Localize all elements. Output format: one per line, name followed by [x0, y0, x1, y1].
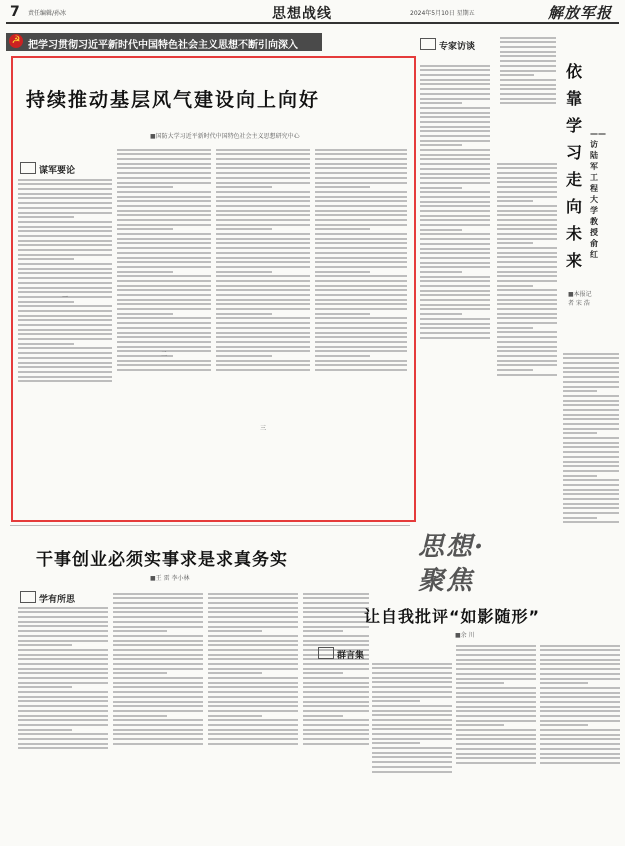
text-filler [113, 593, 203, 745]
lead-body-col-1 [18, 176, 112, 506]
interview-body-col-3 [563, 350, 619, 630]
column-logo-icon [318, 647, 334, 659]
article2-body-col-4 [303, 590, 369, 840]
column-banner [6, 33, 322, 51]
interview-body-col-1 [420, 62, 490, 502]
lead-article-byline: ■国防大学习近平新时代中国特色社会主义思想研究中心 [150, 133, 300, 140]
interview-label: 专家访谈 [439, 42, 476, 52]
lead-section-1: 一 [61, 294, 68, 301]
article3-body-col-1 [372, 660, 452, 840]
article2-body-col-2 [113, 590, 203, 840]
column-calligraphy-logo: 思想·聚焦 [418, 532, 486, 596]
issue-date: 2024年5月10日 星期五 [410, 10, 475, 17]
text-filler [420, 65, 490, 339]
editor-credit: 责任编辑/孙冰 [28, 10, 67, 17]
column-logo-icon [20, 162, 36, 174]
interview-vertical-sub: —— 访陆军工程大学教授俞红 [590, 129, 606, 259]
lead-subhead [20, 158, 75, 177]
text-filler [372, 663, 452, 773]
article2-subhead-label: 学有所思 [39, 595, 76, 605]
lead-subhead-label: 谋军要论 [39, 166, 76, 176]
text-filler [208, 593, 298, 745]
article3-author: ■余 川 [455, 632, 475, 639]
text-filler [456, 645, 536, 764]
section-divider [10, 525, 410, 526]
lead-section-2: 二 [160, 351, 167, 358]
text-filler [500, 37, 556, 105]
article3-subhead [318, 643, 364, 662]
lead-body-col-2 [117, 146, 211, 506]
party-emblem-icon: ☭ [9, 34, 23, 48]
interview-subhead [420, 34, 475, 53]
text-filler [18, 607, 108, 750]
interview-vertical-title[interactable]: 依靠学习走向未来 [566, 62, 586, 270]
text-filler [540, 645, 620, 764]
interview-intro [500, 34, 556, 150]
text-filler [497, 163, 557, 376]
header-rule [6, 22, 619, 24]
article2-author: ■王 雷 李小林 [150, 575, 190, 582]
text-filler [315, 149, 407, 371]
article2-body-col-3 [208, 590, 298, 840]
interview-body-col-2 [497, 160, 557, 502]
text-filler [117, 149, 211, 371]
column-logo-icon [420, 38, 436, 50]
article3-body-col-3 [540, 642, 620, 840]
column-logo-icon [20, 591, 36, 603]
interview-author: ■本报记者 宋 浩 [568, 291, 592, 307]
lead-body-col-3 [216, 146, 310, 506]
lead-body-col-4 [315, 146, 407, 506]
newspaper-logo: 解放军报 [548, 4, 613, 22]
text-filler [18, 179, 112, 383]
banner-text: 把学习贯彻习近平新时代中国特色社会主义思想不断引向深入 [28, 40, 298, 51]
text-filler [303, 593, 369, 745]
lead-section-3: 三 [259, 425, 266, 432]
text-filler [216, 149, 310, 371]
lead-article-title[interactable]: 持续推动基层风气建设向上向好 [26, 89, 321, 111]
article3-title[interactable]: 让自我批评“如影随形” [364, 607, 541, 626]
text-filler [563, 353, 619, 524]
section-title: 思想战线 [272, 6, 332, 22]
page-number: 7 [10, 4, 20, 20]
article2-title[interactable]: 干事创业必须实事求是求真务实 [36, 550, 288, 570]
article3-body-col-2 [456, 642, 536, 840]
article3-subhead-label: 群言集 [337, 651, 365, 661]
article2-body-col-1 [18, 604, 108, 840]
